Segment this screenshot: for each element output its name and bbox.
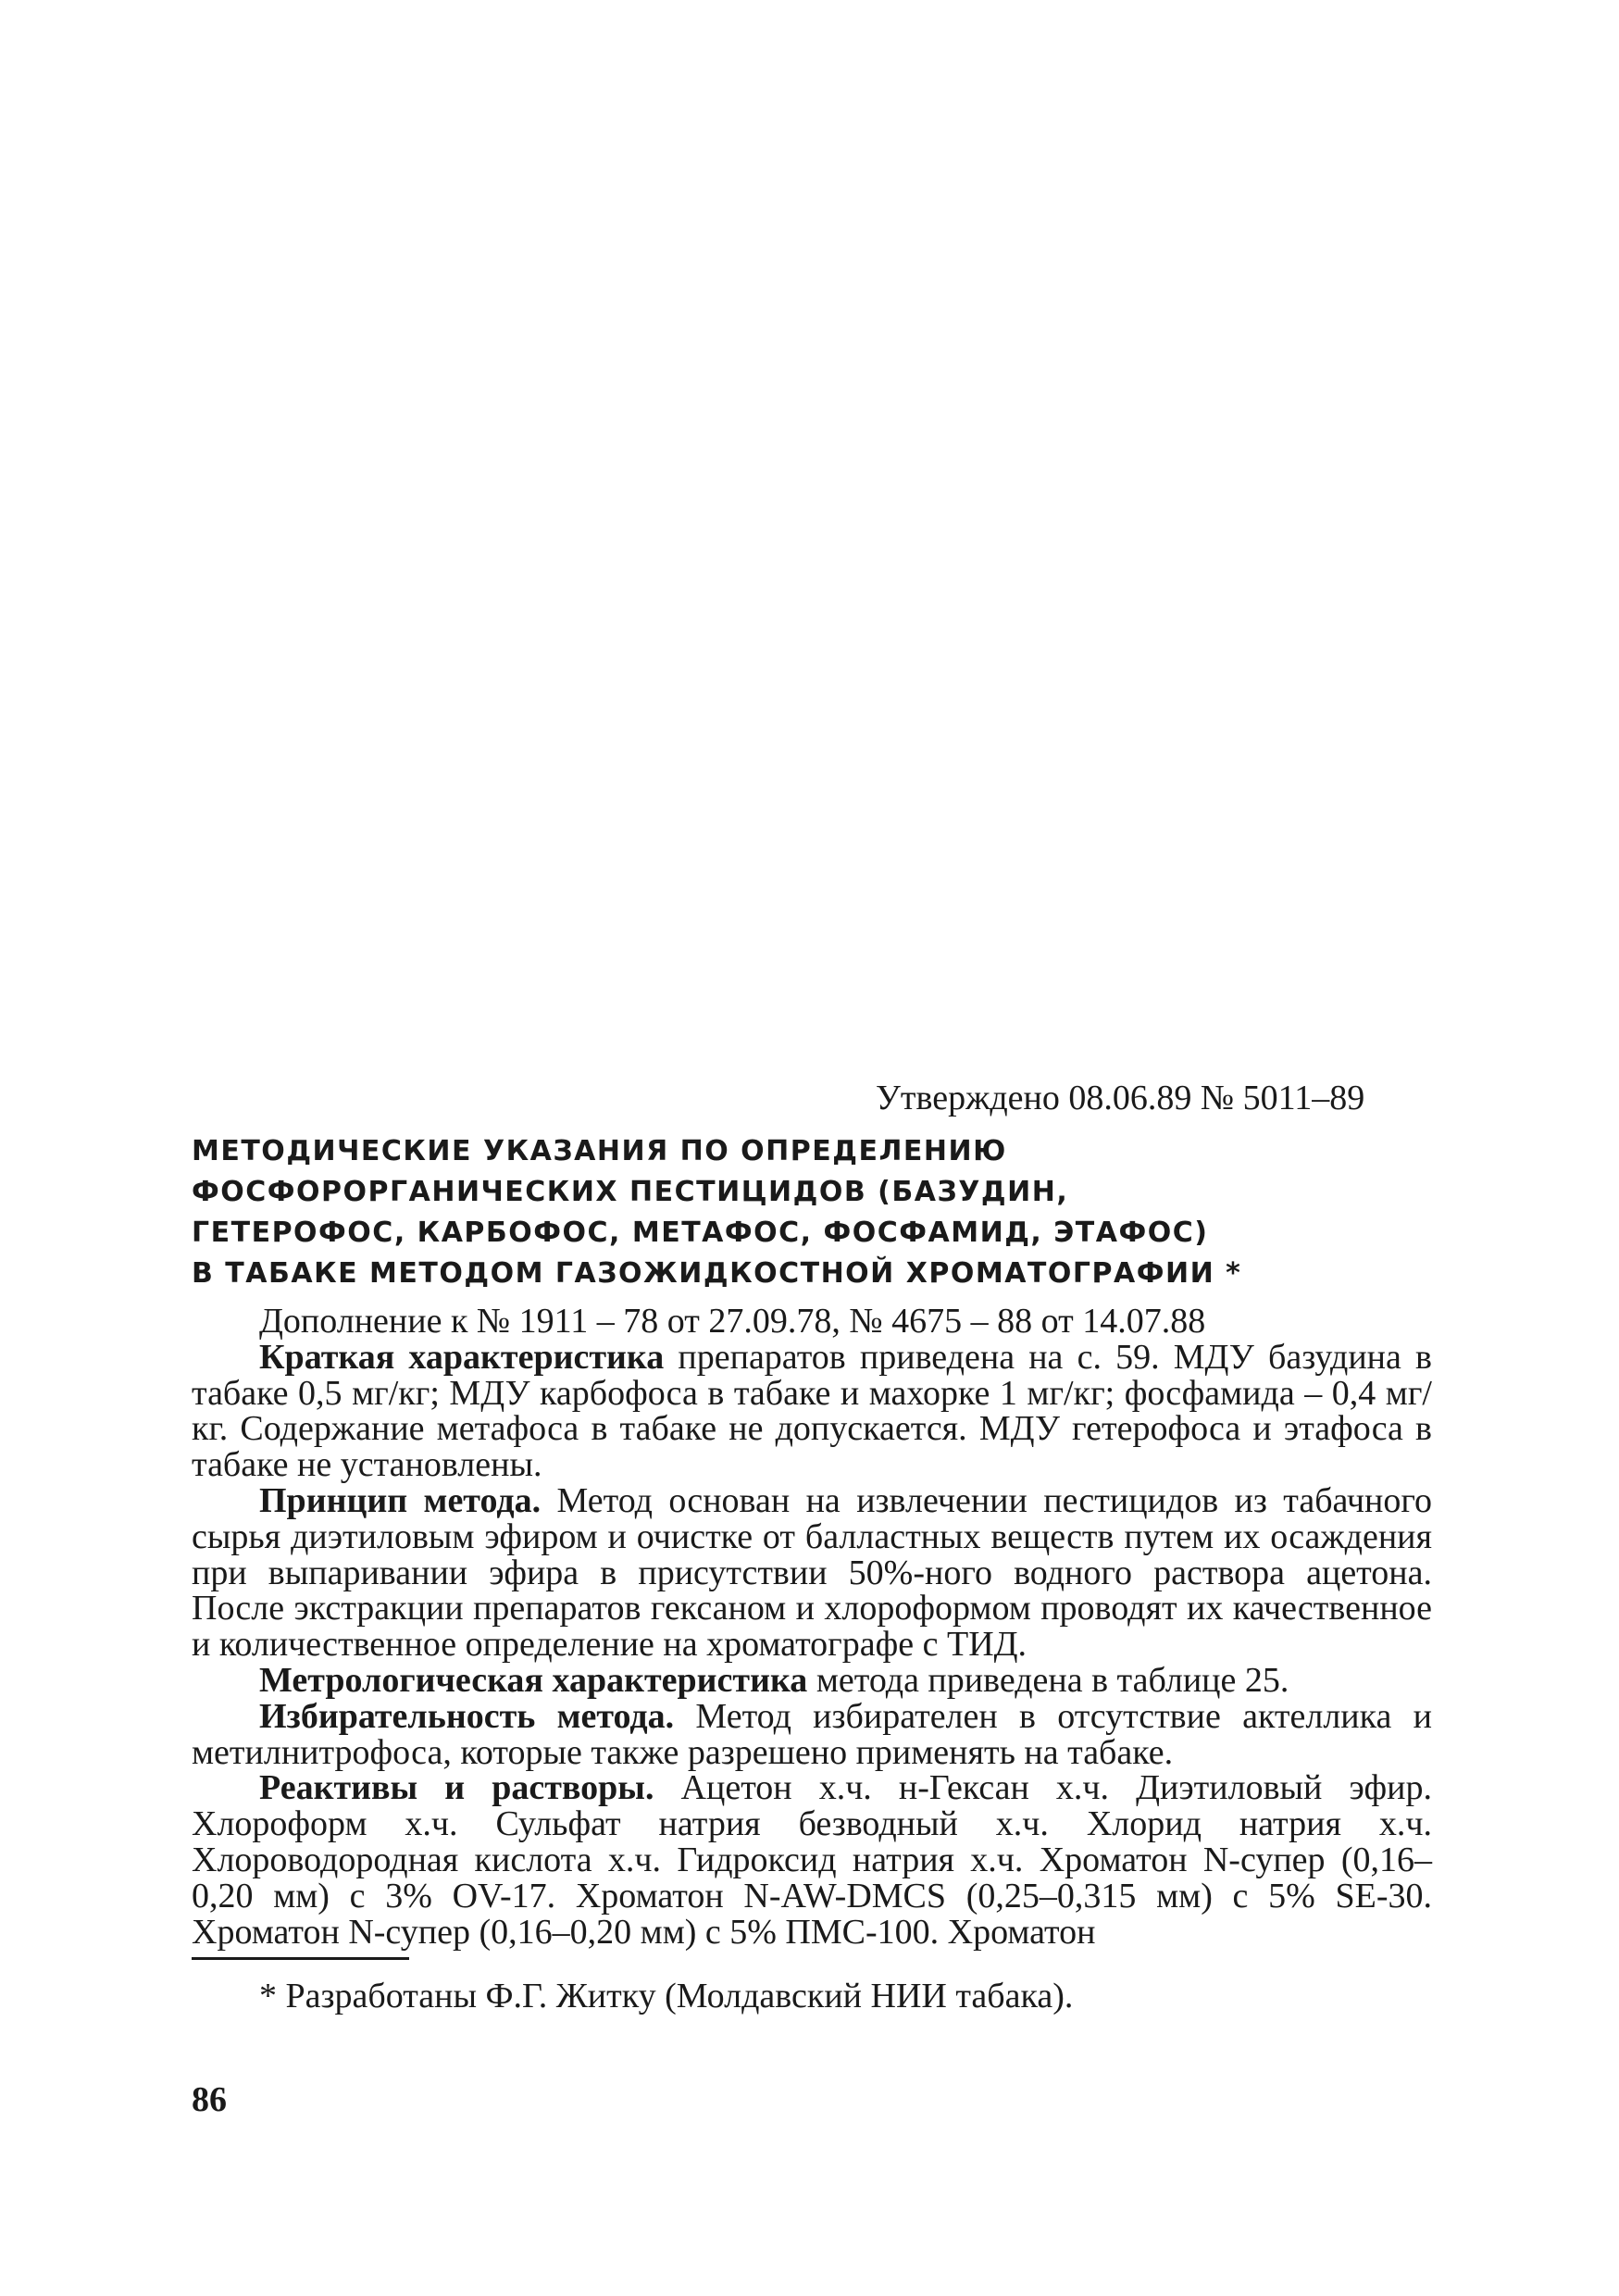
approval-note: Утверждено 08.06.89 № 5011–89 (876, 1079, 1365, 1117)
paragraph-text: метода приведена в таблице 25. (807, 1660, 1289, 1700)
paragraph-text: Метод основан на извлечении пестицидов из табачного сырья диэтиловым эфиром и очистке от балластных веществ путем их осаждения при выпаривании эфира в присутствии 50%-ного водного раствора ацетона. После экстракции препаратов гексаном и хлороформом проводят их качественное и количественное определение на хроматографе с ТИД. (192, 1480, 1432, 1665)
footnote: * Разработаны Ф.Г. Житку (Молдавский НИИ табака). (259, 1977, 1074, 2015)
title-line: МЕТОДИЧЕСКИЕ УКАЗАНИЯ ПО ОПРЕДЕЛЕНИЮ (192, 1135, 1007, 1167)
paragraph-text: Ацетон х.ч. н-Гексан х.ч. Диэтиловый эфир. Хлороформ х.ч. Сульфат натрия безводный х.ч. Хлорид натрия х.ч. Хлороводородная кислота х.ч. Гидроксид натрия х.ч. Хроматон N-супер (0,16–0,20 мм) с 3% OV-17. Хроматон N-AW-DMCS (0,25–0,315 мм) с 5% SE-30. Хроматон N-супер (0,16–0,20 мм) с 5% ПМС-100. Хроматон (192, 1768, 1432, 1952)
page-number: 86 (192, 2080, 227, 2119)
paragraph-text: Метод избирателен в отсутствие актеллика и метилнитрофоса, которые также разрешено применять на табаке. (192, 1696, 1432, 1772)
document-title (192, 1131, 1432, 1294)
paragraph-lead: Реактивы и растворы. (259, 1768, 654, 1808)
paragraph-selectivity (192, 1696, 1432, 1772)
paragraph-characteristics (192, 1337, 1432, 1485)
paragraph-lead: Краткая характеристика (259, 1337, 665, 1377)
paragraph-lead: Метрологическая характеристика (259, 1660, 808, 1700)
paragraph-lead: Избирательность метода. (259, 1696, 675, 1736)
paragraph-reagents (192, 1770, 1432, 1950)
title-line: В ТАБАКЕ МЕТОДОМ ГАЗОЖИДКОСТНОЙ ХРОМАТОГРАФИИ * (192, 1257, 1242, 1290)
supplement-line: Дополнение к № 1911 – 78 от 27.09.78, № 4675 – 88 от 14.07.88 (259, 1302, 1206, 1341)
paragraph-lead: Принцип метода. (259, 1480, 542, 1520)
footnote-divider (192, 1957, 409, 1960)
paragraph-metrology (192, 1660, 1432, 1700)
title-line: ФОСФОРОРГАНИЧЕСКИХ ПЕСТИЦИДОВ (БАЗУДИН, (192, 1176, 1069, 1208)
title-line: ГЕТЕРОФОС, КАРБОФОС, МЕТАФОС, ФОСФАМИД, ЭТАФОС) (192, 1217, 1209, 1249)
paragraph-principle (192, 1480, 1432, 1665)
paragraph-text: препаратов приведена на с. 59. МДУ базудина в табаке 0,5 мг/кг; МДУ карбофоса в табаке и махорке 1 мг/кг; фосфамида – 0,4 мг/кг. Содержание метафоса в табаке не допускается. МДУ гетерофоса и этафоса в табаке не установлены. (192, 1337, 1432, 1485)
body-text (192, 1304, 1432, 1950)
